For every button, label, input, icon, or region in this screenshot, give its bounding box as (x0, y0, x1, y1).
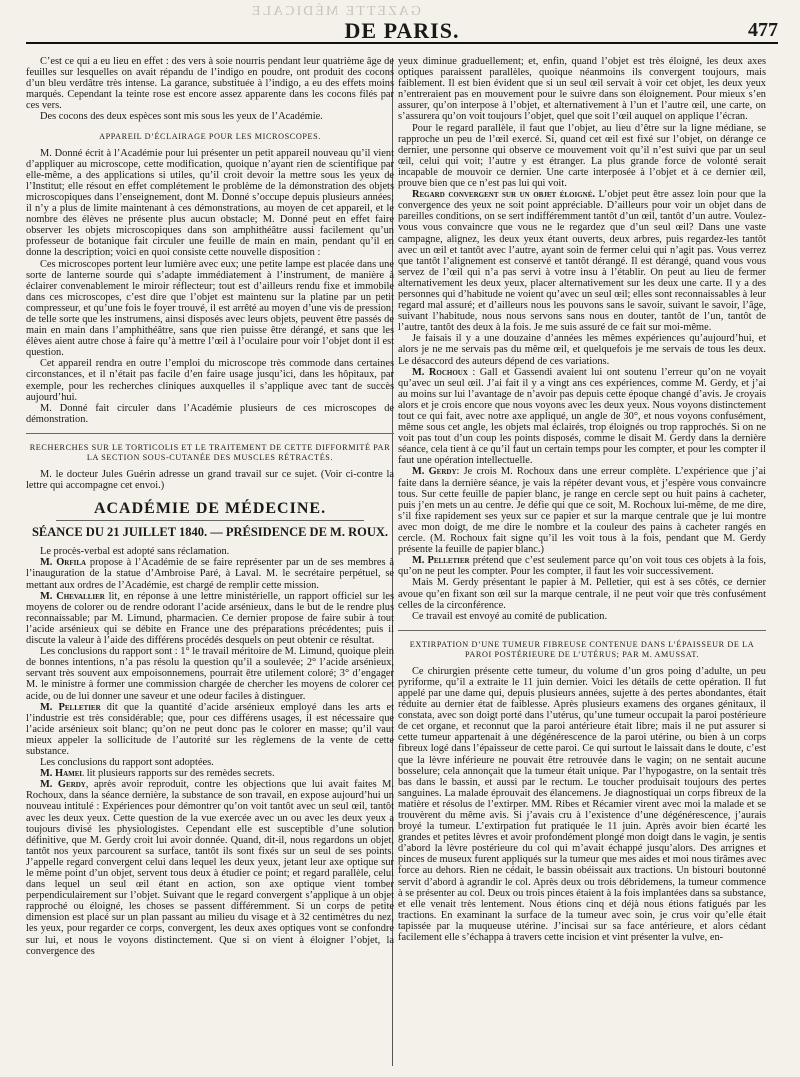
paragraph-text: L’objet peut être assez loin pour que la convergence des yeux ne soit point appréciable. D’ailleurs pour voir un objet dans de pareilles conditions, on se sert indifféremment tantôt d’un œil, tantôt d’un autre. Voulez-vous vous convaincre que vous ne le regardez que d’un seul œil? Dans une vaste campagne, alignez, les deux yeux étant ouverts, deux arbres, puis regardez-les tantôt avec un œil et tantôt avec l’autre, ayant soin de fermer celui qui n’agit pas. Vous verrez que tantôt l’alignement est conservé et tantôt dérangé. Il est dérangé, quand vous vous servez de l’œil qui n’a pas servi à votre insu à l’établir. On peut au lieu de fermer alternativement les deux yeux, placer alternativement sur les deux une carte. Il y a des personnes qui d’habitude ne voient qu’avec un seul œil; elles sont reconnaissables à leur regard mal assuré; et d’ailleurs nous les pouvons sans le savoir, suivant le savoir, l’âge, suivant l’habitude, nous nous servons sans nous en douter, tantôt de l’un, tantôt de l’autre, tantôt des deux à la fois. Je me suis assuré de ce fait sur moi-même. (398, 189, 766, 334)
journal-title: DE PARIS. (344, 18, 460, 43)
paragraph-text: propose à l’Académie de se faire représenter par un de ses membres à l’inauguration de la statue d’Ambroise Paré, à Laval. M. le secrétaire perpétuel, se mettant aux ordres de l’Académie, est chargé de remplir cette mission. (26, 557, 394, 591)
paragraph: Ces microscopes portent leur lumière avec eux; une petite lampe est placée dans une sorte de lanterne sourde qui s’adapte immédiatement à l’instrument, de manière à éclairer convenablement le miroir réflecteur; tout est d’ailleurs rendu fixe et immobile dans ces microscopes, c’est dire que l’objet est maintenu sur la platine par un petit compresseur, et qu’une fois le foyer trouvé, il est arrêté au moyen d’une vis de pression; de telle sorte que les instrumens, ainsi disposés avec leurs objets, peuvent être passés de main en main dans l’amphithéâtre, sans que rien puisse être dérangé, et sans que les élèves aient autre chose à faire qu’à mettre l’œil à l’oculaire pour voir l’objet dont il est question. (26, 258, 394, 359)
paragraph: Le procès-verbal est adopté sans réclamation. (40, 546, 230, 558)
paragraph (398, 189, 766, 333)
paragraph: Les conclusions du rapport sont adoptées. (40, 757, 214, 769)
paragraph: Pour le regard parallèle, il faut que l’objet, au lieu d’être sur la ligne médiane, se rapproche un peu de l’œil exercé. Si, quand cet œil est fixé sur l’objet, on dérange ce dernier, une personne qui observe ce mouvement voit qu’il n’est suivi que par un seul œil, celui qui voit; l’autre y est étranger. La plus grande force de volonté serait incapable de mouvoir ce dernier. Une carte interposée à l’objet et à ce dernier œil, prouve bien que ce n’est pas lui qui voit. (398, 122, 766, 190)
paragraph: M. Donné écrit à l’Académie pour lui présenter un petit appareil nouveau qu’il vient d’appliquer au microscope, cette modification, quoique n’ayant rien de scientifique par elle-même, a des applications si utiles, qu’il croit devoir la mettre sous les yeux de l’Institut; elle résout en effet complétement le problème de la démonstration des objets microscopiques dans l’enseignement, dont M. Donné s’occupe depuis plusieurs années; il n’y a plus de limite maintenant à ces démonstrations, au moyen de cet appareil, et le nombre des élèves ne présente plus aucun obstacle; M. Donné peut en effet faire observer les objets microscopiques dans son amphithéâtre aussi facilement qu’un professeur de botanique fait circuler une feuille de main en main, pendant qu’il en donne la description; voici en quoi consiste cette nouvelle disposition : (26, 147, 394, 259)
section-heading: EXTIRPATION D’UNE TUMEUR FIBREUSE CONTENUE DANS L’ÉPAISSEUR DE LA PAROI POSTÉRIEURE DE L’UTÉRUS; PAR M. AMUSSAT. (409, 639, 755, 659)
paragraph: Cet appareil rendra en outre l’emploi du microscope très commode dans certaines circonstances, et il n’était pas facile d’en faire usage jusqu’ici, dans les hôpitaux, par exemple, pour les recherches cliniques auxquelles il s’applique avec tant de succès aujourd’hui. (26, 358, 394, 403)
speaker-name: M. Orfila (40, 557, 87, 569)
paragraph: Ce travail est envoyé au comité de publication. (412, 610, 608, 622)
paragraph (26, 779, 394, 957)
paragraph: C’est ce qui a eu lieu en effet : des vers à soie nourris pendant leur quatrième âge de feuilles sur lesquelles on avait répandu de l’indigo en poudre, ont produit des cocons d’un bleu verdâtre très intense. La garance, substituée à l’indigo, a eu des effets moins marqués. Cependant la teinte rose est encore assez apparente dans les cocons filés par ces vers. (26, 56, 394, 112)
paragraph (26, 702, 394, 757)
paragraph: Les conclusions du rapport sont : 1° le travail méritoire de M. Limund, quoique plein de bonnes intentions, n’a pas résolu la question qu’il a soulevée; 2° l’acide arsénieux, servant très souvent aux empoisonnemens, pourrait être utilement coloré; 3° d’engager M. le ministre à former une commission chargée de chercher les moyens de colorer cet acide, ou de lui donner une saveur et une odeur faciles à distinguer. (26, 646, 394, 702)
paragraph-text: : Gall et Gassendi avaient lui ont soutenu l’erreur qu’on ne voyait qu’avec un seul œil. J’ai fait il y a vingt ans ces expériences, comme M. Gerdy, et j’ai au moins sur lui l’avantage de n’avoir pas depuis cette époque changé d’avis. Je croyais alors et je crois encore que nous voyons avec les deux yeux. Nous voyons distinctement tout ce qui fait, avec notre axe appliqué, un angle de 30°, et nous voyons confusément, même sous cet angle, les objets mal éclairés, trop éloignés ou trop rapprochés. Si on ne voit pas tout d’un coup les points disposés, comme le disait M. Gerdy dans la dernière séance, cela tient à ce qu’il faut un certain temps pour les compter, et pour les compter il faut une opération intellectuelle. (398, 366, 767, 467)
paragraph: yeux diminue graduellement; et, enfin, quand l’objet est très éloigné, les deux axes optiques paraissent parallèles, quoique néanmoins ils convergent toujours, mais faiblement. Il est bien évident que si un seul œil servait à voir cet objet, les deux yeux n’entreraient pas en mouvement pour le suivre dans son éloignement. Pour mieux s’en assurer, qu’on interpose à l’objet, et alternativement à l’un et l’autre œil, une carte, on s’assurera qu’on voit toujours l’objet, quel que soit l’œil auquel on applique l’écran. (398, 56, 766, 123)
paragraph-text: prétend que c’est seulement parce qu’on voit tous ces objets à la fois, qu’on ne peut les compter. Pour les compter, il faut les voir successivement. (398, 555, 766, 578)
speaker-name: M. Rochoux (412, 366, 468, 378)
paragraph-text: , après avoir reproduit, contre les objections que lui avait faites M. Rochoux, dans la séance dernière, la substance de son travail, en expose aujourd’hui un nouveau intitulé : Expériences pour démontrer qu’on voit tantôt avec un seul œil, tantôt avec les deux yeux. Cette question de la vue exercée avec un ou avec les deux yeux a toujours divisé les physiologistes. Cependant elle est susceptible d’une solution définitive, que M. Gerdy croit lui avoir donnée. Quand, dit-il, nous regardons un objet, tantôt nos yeux parcourent sa surface, tantôt ils sont fixés sur un seul de ses points. J’appelle regard convergent celui dans lequel les deux yeux, jetant leur axe optique sur le même point d’un objet, servent tous deux à étudier ce point; et regard parallèle, celui dans lequel un seul œil étant en action, son axe optique vient tomber perpendiculairement sur l’objet. Suivant que le regard convergent s’applique à un objet rapproché ou éloigné, les choses se passent différemment. Si un corps de petite dimension est placé sur un plan passant au milieu du visage et à 32 centimètres du nez, les yeux, pour regarder ce corps, convergent, les deux axes optiques vont se confondre sur lui, et nous le voyons distinctement. Que si on vient à éloigner l’objet, la convergence des (26, 779, 394, 957)
section-heading: RECHERCHES SUR LE TORTICOLIS ET LE TRAITEMENT DE CETTE DIFFORMITÉ PAR LA SECTION SOUS-CUTANÉE DES MUSCLES RÉTRACTÉS. (29, 442, 391, 462)
left-column (26, 56, 394, 957)
paragraph: M. le docteur Jules Guérin adresse un grand travail sur ce sujet. (Voir ci-contre la lettre qui accompagne cet envoi.) (26, 468, 394, 491)
page-number: 477 (748, 19, 778, 41)
paragraph-text: dit que la quantité d’acide arsénieux employé dans les arts et l’industrie est très considérable; que, pour ces différens usages, il est nécessaire que l’acide arsénieux soit blanc; qu’on ne peut donc pas le colorer en masse; qu’il vaut mieux appeler la sollicitude de l’autorité sur les règlemens de la vente de cette substance. (26, 701, 394, 757)
session-heading: SÉANCE DU 21 JUILLET 1840. — PRÉSIDENCE DE M. ROUX. (31, 525, 389, 540)
paragraph (26, 768, 394, 779)
speaker-name: M. Hamel (40, 768, 85, 780)
paragraph-text: lit plusieurs rapports sur des remèdes secrets. (84, 768, 275, 780)
speaker-name: M. Pelletier (40, 701, 101, 713)
bleed-through-text: GAZETTE MÉDICALE (250, 4, 421, 19)
run-in-heading: Regard convergent sur un objet éloigné. (412, 189, 595, 201)
paragraph (398, 466, 766, 555)
paragraph: Des cocons des deux espèces sont mis sous les yeux de l’Académie. (40, 111, 323, 123)
speaker-name: M. Chevallier (40, 590, 105, 602)
speaker-name: M. Gerdy (412, 466, 457, 478)
section-heading: APPAREIL D’ÉCLAIRAGE POUR LES MICROSCOPES. (99, 131, 321, 141)
paragraph: Mais M. Gerdy présentant le papier à M. Pelletier, qui est à ses côtés, ce dernier avoue qu’en fixant son œil sur la marque centrale, il ne peut voir que très confusément celles de la circonférence. (398, 577, 766, 611)
paragraph: M. Donné fait circuler dans l’Académie plusieurs de ces microscopes de démonstration. (26, 402, 394, 425)
paragraph (26, 557, 394, 590)
divider (56, 520, 364, 521)
academy-title: ACADÉMIE DE MÉDECINE. (93, 500, 327, 518)
paragraph-text: : Je crois M. Rochoux dans une erreur complète. L’expérience que j’ai faite dans la dernière séance, je vais la répéter devant vous, et j’espère vous convaincre tous. Sur cette feuille de papier blanc, je range en cercle sept ou huit pains à cacheter, puis j’en mets un au centre. Je défie qui que ce soit, M. Rochoux lui-même, de me dire, s’il fixe rapidement ses yeux sur ce papier et sur la marque centrale que je lui montre avec mon doigt, de me dire le nombre et la couleur des pains à cacheter rangés en cercle. (M. Rochoux fait signe qu’il les voit tous à la fois, pendant que M. Gerdy présente la feuille de papier blanc.) (398, 466, 766, 556)
speaker-name: M. Gerdy (40, 779, 86, 791)
paragraph (398, 367, 766, 467)
paragraph (398, 555, 766, 577)
divider (26, 433, 394, 434)
right-column (398, 56, 766, 943)
paragraph: Ce chirurgien présente cette tumeur, du volume d’un gros poing d’adulte, un peu pyriforme, qu’il a extraite le 11 juin dernier. Voici les détails de cette opération. Il fut appelé par une dame qui, depuis plusieurs années, sujette à des pertes abondantes, était réduite au dernier état de faiblesse. Après plusieurs examens des organes génitaux, il constata, avec son doigt porté dans l’utérus, qu’une tumeur occupait la paroi postérieure de cet organe, et reconnut que la paroi antérieure était libre; mais il ne put assurer si cette tumeur appartenait à une dégénérescence de la paroi utérine, ou bien à un corps fibreux logé dans l’épaisseur de cette paroi. Ce qui surtout le laissait dans le doute, c’est que la lèvre inférieure ne pouvait être retrouvée dans le vagin; on ne sentait aucune bosselure; cela annonçait que la tumeur était unique. Par l’hypogastre, on la sentait très bas dans le bassin, et aussi par le rectum. Le toucher produisait toujours des pertes sanguines. La malade éprouvait des élancemens. Je diagnostiquai un corps fibreux de la matière et résolus de l’extirper. MM. Ribes et Récamier virent avec moi la malade et se trouvèrent du même avis. Si j’avais cru à l’existence d’une dégénérescence, j’aurais broyé la tumeur. L’extirpation fut pratiquée le 11 juin. Après avoir bien écarté les grandes et petites lèvres et avoir profondément plongé mon doigt dans le vagin, je sentis d’abord la lèvre postérieure du col qui m’avait échappé jusqu’alors. Des arrignes et pinces de museux furent appliqués sur la tumeur que mes aides et moi nous tirâmes avec force au dehors. Rien ne cédait, le bassin obéissait aux tractions. Un bistouri boutonné servit d’abord à agrandir le col. Après deux ou trois débridemens, la tumeur commence à se présenter au col. Deux ou trois pinces étaient à la fois implantées dans sa substance, et elle venait très lentement. Nous étions cinq et déjà nous étions fatigués par les tractions. En examinant la surface de la tumeur avec soin, je crus voir qu’elle était tapissée par la muqueuse utérine. J’incisai sur sa face antérieure, et alors cédant facilement elle s’échappa à travers cette incision et vint présenter la vulve, en- (398, 665, 766, 944)
page-header (26, 18, 778, 44)
speaker-name: M. Pelletier (412, 555, 470, 567)
paragraph: Je faisais il y a une douzaine d’années les mêmes expériences qu’aujourd’hui, et alors je ne me servais pas du même œil, et quelquefois je me servais de tous les deux. Le désaccord des auteurs dépend de ces variations. (398, 333, 766, 367)
divider (398, 630, 766, 631)
paragraph (26, 591, 394, 646)
paragraph-text: lit, en réponse à une lettre ministérielle, un rapport officiel sur les moyens de colorer ou de rendre odorant l’acide arsénieux, dans le but de le rendre plus reconnaissable; par M. Limund, pharmacien. Ce dernier propose de faire subir à tout l’acide arsénieux qui se débite en France une des préparations précédentes; puis il discute la valeur à l’aide des différens procédés desquels on peut obtenir ce résultat. (26, 590, 394, 647)
